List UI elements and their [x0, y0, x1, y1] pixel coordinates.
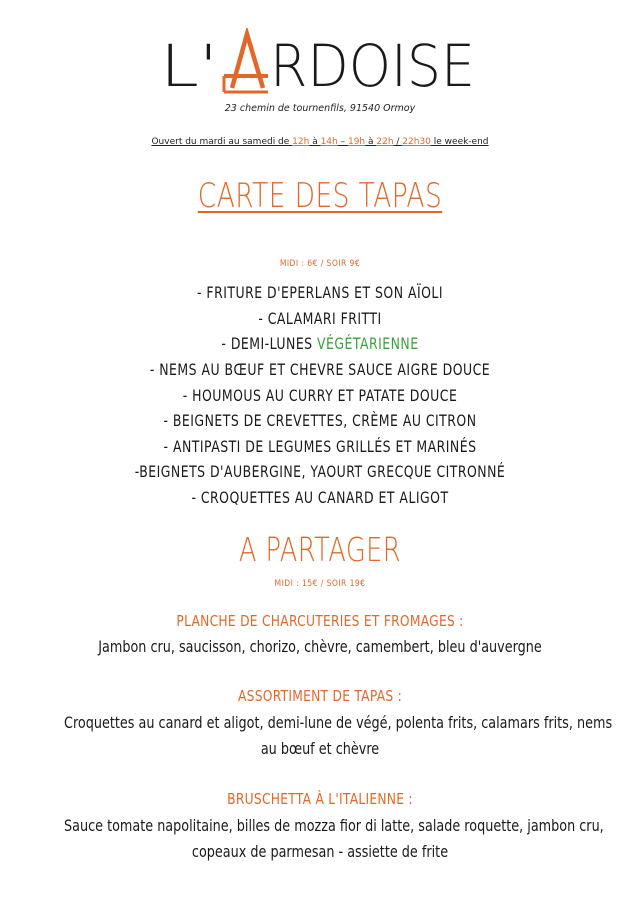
- tapas-item: - CALAMARI FRITTI: [258, 309, 382, 328]
- tapas-item: - BEIGNETS DE CREVETTES, CRÈME AU CITRON: [163, 411, 477, 430]
- tapas-item: - CROQUETTES AU CANARD ET ALIGOT: [191, 488, 449, 507]
- tapas-item: - HOUMOUS AU CURRY ET PATATE DOUCE: [182, 386, 458, 405]
- section-text: copeaux de parmesan - assiette de frite: [191, 842, 449, 861]
- section-heading: BRUSCHETTA À L'ITALIENNE :: [227, 790, 413, 808]
- opening-hours: Ouvert du mardi au samedi de 12h à 14h – 19h à 22h / 22h30 le week-end: [151, 137, 489, 147]
- logo-text-left: L': [160, 32, 218, 98]
- logo-text-right: RDOISE: [270, 32, 475, 98]
- section-heading: ASSORTIMENT DE TAPAS :: [238, 687, 402, 705]
- logo-a-icon: [224, 34, 268, 92]
- address: 23 chemin de tournenfils, 91540 Ormoy: [224, 103, 416, 114]
- logo: [0, 28, 640, 98]
- section-text: Croquettes au canard et aligot, demi-lune de végé, polenta frits, calamars frits, nems: [64, 713, 613, 732]
- partager-price: MIDI : 15€ / SOIR 19€: [274, 579, 366, 589]
- tapas-item: - ANTIPASTI DE LEGUMES GRILLÉS ET MARINÉS: [163, 437, 477, 456]
- logo-mark: [160, 28, 480, 98]
- vegetarian-label: VÉGÉTARIENNE: [317, 334, 419, 353]
- section-text: Jambon cru, saucisson, chorizo, chèvre, camembert, bleu d'auvergne: [98, 637, 542, 656]
- section-text: au bœuf et chèvre: [260, 739, 380, 758]
- tapas-item: - DEMI-LUNES VÉGÉTARIENNE: [221, 334, 419, 353]
- tapas-item: - FRITURE D'EPERLANS ET SON AÏOLI: [197, 283, 443, 302]
- tapas-item: -BEIGNETS D'AUBERGINE, YAOURT GRECQUE CITRONNÉ: [134, 462, 506, 481]
- section-heading: PLANCHE DE CHARCUTERIES ET FROMAGES :: [176, 612, 464, 630]
- section-text: Sauce tomate napolitaine, billes de mozza fior di latte, salade roquette, jambon cru,: [64, 816, 604, 835]
- tapas-title: CARTE DES TAPAS: [197, 176, 443, 216]
- tapas-price: MIDI : 6€ / SOIR 9€: [279, 259, 361, 269]
- partager-title: A PARTAGER: [238, 530, 402, 569]
- tapas-item: - NEMS AU BŒUF ET CHEVRE SAUCE AIGRE DOUCE: [149, 360, 491, 379]
